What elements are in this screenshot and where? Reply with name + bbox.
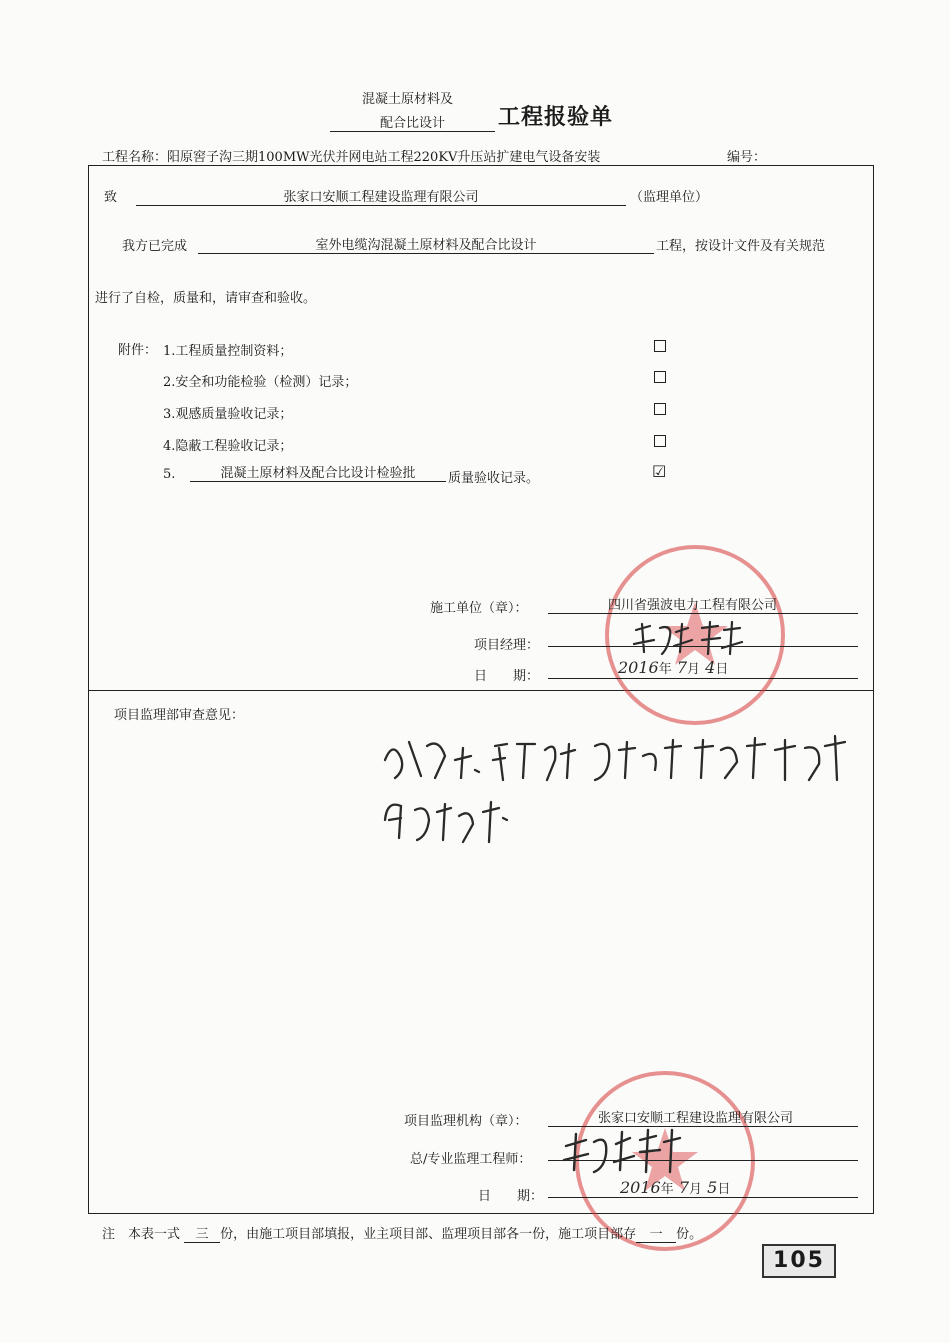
attachment-item-1: 1.工程质量控制资料； <box>163 344 293 359</box>
supervision-date: 2016年 7月 5日 <box>620 1178 731 1197</box>
attachment-checkbox-1[interactable] <box>654 340 666 352</box>
title-prefix-line1: 混凝土原材料及 <box>362 92 454 107</box>
supervision-org-name: 张家口安顺工程建设监理有限公司 <box>548 1107 858 1127</box>
engineer-label: 总/专业监理工程师： <box>410 1152 532 1167</box>
manager-signature-icon <box>628 618 758 658</box>
contractor-date-line <box>548 678 858 679</box>
supervision-date-month: 7 <box>678 1178 690 1197</box>
to-label: 致 <box>104 190 118 205</box>
attachment-checkbox-3[interactable] <box>654 403 666 415</box>
supervision-date-line <box>548 1197 858 1198</box>
attachment-checkbox-4[interactable] <box>654 435 666 447</box>
completed-suffix: 工程，按设计文件及有关规范 <box>656 239 826 254</box>
contractor-date-year: 2016 <box>618 658 659 677</box>
attachment-checkbox-2[interactable] <box>654 371 666 383</box>
project-label: 工程名称： <box>102 150 168 165</box>
supervision-date-year: 2016 <box>620 1178 661 1197</box>
footer-note-prefix: 注 本表一式 <box>102 1227 181 1242</box>
attachments-label: 附件： <box>118 343 158 358</box>
page-number: 105 <box>762 1244 836 1278</box>
attachment-item-4: 4.隐蔽工程验收记录； <box>163 439 293 454</box>
contractor-unit-label: 施工单位（章）： <box>430 601 528 616</box>
title-prefix-line2: 配合比设计 <box>330 112 495 132</box>
footer-copies: 三 <box>184 1223 220 1243</box>
attachment-item-5-blank: 混凝土原材料及配合比设计检验批 <box>190 462 446 482</box>
completed-prefix: 我方已完成 <box>122 239 188 254</box>
footer-note-mid: 份，由施工项目部填报，业主项目部、监理项目部各一份，施工项目部存 <box>220 1227 637 1242</box>
handwritten-opinion-icon <box>375 720 875 860</box>
completed-work: 室外电缆沟混凝土原材料及配合比设计 <box>198 234 654 254</box>
engineer-signature-icon <box>560 1126 690 1176</box>
attachment-item-3: 3.观感质量验收记录； <box>163 407 293 422</box>
attachment-item-5-num: 5. <box>163 467 176 482</box>
number-label: 编号： <box>727 150 767 165</box>
footer-kept: 一 <box>636 1223 676 1243</box>
to-unit: 张家口安顺工程建设监理有限公司 <box>136 186 626 206</box>
footer-note <box>102 1223 702 1243</box>
footer-note-suffix: 份。 <box>676 1227 703 1242</box>
page-title: 工程报验单 <box>498 104 614 130</box>
supervision-org-label: 项目监理机构（章）： <box>404 1114 528 1129</box>
contractor-date-day: 4 <box>705 658 716 677</box>
manager-label: 项目经理： <box>474 638 540 653</box>
contractor-date: 2016年 7月 4日 <box>618 658 729 677</box>
project-name: 阳原窖子沟三期100MW光伏并网电站工程220KV升压站扩建电气设备安装 <box>167 150 601 165</box>
contractor-unit-name: 四川省强波电力工程有限公司 <box>548 594 858 614</box>
supervision-date-label: 日 期： <box>478 1189 544 1204</box>
opinion-label: 项目监理部审查意见： <box>114 708 245 723</box>
contractor-date-label: 日 期： <box>474 669 540 684</box>
attachment-checkbox-5-checked[interactable]: ☑ <box>652 462 667 481</box>
supervision-date-day: 5 <box>707 1178 718 1197</box>
contractor-date-month: 7 <box>676 658 688 677</box>
project-name-row <box>102 146 600 165</box>
self-check-line: 进行了自检，质量和，请审查和验收。 <box>95 291 317 306</box>
attachment-item-5: 质量验收记录。 <box>448 471 540 486</box>
attachment-item-2: 2.安全和功能检验（检测）记录； <box>163 375 358 390</box>
to-suffix: （监理单位） <box>630 190 709 205</box>
